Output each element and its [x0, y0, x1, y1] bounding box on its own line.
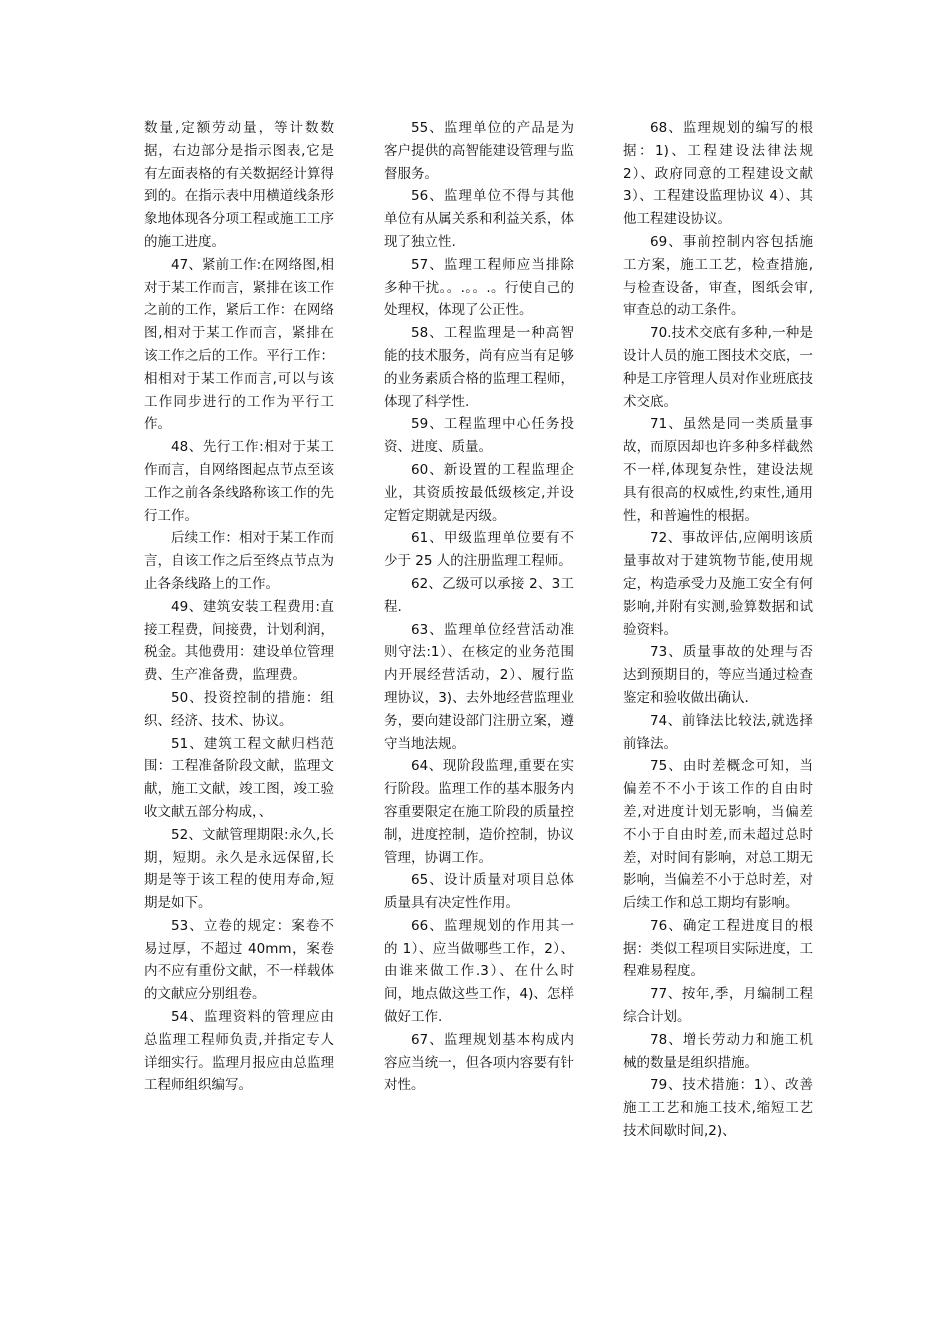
paragraph: 54、监理资料的管理应由总监理工程师负责,并指定专人详细实行。监理月报应由总监理工程师组织编写。 [144, 1009, 334, 1094]
paragraph: 61、甲级监理单位要有不少于 25 人的注册监理工程师。 [384, 530, 574, 570]
paragraph: 60、新设置的工程监理企业，其资质按最低级核定,并设定暂定期就是丙级。 [384, 461, 574, 524]
paragraph: 58、工程监理是一种高智能的技术服务，尚有应当有足够的业务素质合格的监理工程师，体现了科学性. [384, 325, 574, 410]
paragraph: 76、确定工程进度目的根据：类似工程项目实际进度，工程难易程度。 [623, 917, 813, 980]
paragraph: 62、乙级可以承接 2、3工程. [384, 575, 574, 615]
paragraph: 67、监理规划基本构成内容应当统一，但各项内容要有针对性。 [384, 1031, 574, 1094]
paragraph: 66、监理规划的作用其一的 1）、应当做哪些工作，2）、由谁来做工作.3）、在什么时间，地点做这些工作，4)、怎样做好工作. [384, 917, 574, 1026]
paragraph: 69、事前控制内容包括施工方案，施工工艺，检查措施,与检查设备，审查，图纸会审,审查总的动工条件。 [623, 233, 813, 319]
paragraph: 74、前锋法比较法,就选择前锋法。 [623, 712, 813, 752]
paragraph: 75、由时差概念可知，当偏差不不小于该工作的自由时差,对进度计划无影响，当偏差不小于自由时差,而未超过总时差，对时间有影响，对总工期无影响，当偏差不小于总时差，对后续工作和总工期均有影响。 [623, 758, 813, 912]
paragraph: 53、立卷的规定：案卷不易过厚，不超过 40mm，案卷内不应有重份文献，不一样载体的文献应分别组卷。 [144, 917, 334, 1003]
paragraph: 65、设计质量对项目总体质量具有决定性作用。 [384, 872, 574, 912]
paragraph: 55、监理单位的产品是为客户提供的高智能建设管理与监督服务。 [384, 120, 574, 182]
paragraph: 56、监理单位不得与其他单位有从属关系和利益关系，体现了独立性. [384, 188, 574, 250]
paragraph: 后续工作：相对于某工作而言，自该工作之后至终点节点为止各条线路上的工作。 [144, 530, 334, 592]
text-column-2 [384, 117, 574, 1097]
paragraph: 72、事故评估,应阐明该质量事故对于建筑物节能,使用规定，构造承受力及施工安全有何影响,并附有实测,验算数据和试验资料。 [623, 530, 813, 638]
paragraph: 49、建筑安装工程费用:直接工程费，间接费，计划利润，税金。其他费用：建设单位管理费、生产准备费，监理费。 [144, 598, 334, 684]
paragraph: 70.技术交底有多种,一种是设计人员的施工图技术交底，一种是工序管理人员对作业班底技术交底。 [623, 325, 813, 410]
paragraph: 71、虽然是同一类质量事故，而原因却也许多种多样截然不一样,体现复杂性，建设法规具有很高的权威性,约束性,通用性，和普遍性的根据。 [623, 416, 813, 524]
paragraph: 64、现阶段监理,重要在实行阶段。监理工作的基本服务内容重要限定在施工阶段的质量控制，进度控制，造价控制，协议管理，协调工作。 [384, 758, 574, 866]
paragraph: 57、监理工程师应当排除多种干扰。。.。。.。行使自己的处理权，体现了公正性。 [384, 256, 574, 319]
paragraph: 数量,定额劳动量，等计数数据，右边部分是指示图表,它是有左面表格的有关数据经计算得到的。在指示表中用横道线条形象地体现各分项工程或施工工序的施工进度。 [144, 120, 334, 250]
paragraph: 52、文献管理期限:永久,长期，短期。永久是永远保留,长期是等于该工程的使用寿命,短期是如下。 [144, 826, 334, 912]
paragraph: 47、紧前工作:在网络图,相对于某工作而言，紧排在该工作之前的工作，紧后工作：在网络图,相对于某工作而言，紧排在该工作之后的工作。平行工作：相相对于某工作而言,可以与该工作同步进行的工作为平行工作。 [144, 256, 334, 433]
paragraph: 73、质量事故的处理与否达到预期目的，等应当通过检查鉴定和验收做出确认. [623, 644, 813, 706]
paragraph: 79、技术措施：1）、改善施工工艺和施工技术,缩短工艺技术间歇时间,2)、 [623, 1077, 813, 1140]
paragraph: 48、先行工作:相对于某工作而言，自网络图起点节点至该工作之前各条线路称该工作的先行工作。 [144, 439, 334, 524]
paragraph: 77、按年,季，月编制工程综合计划。 [623, 986, 813, 1026]
paragraph: 68、监理规划的编写的根据：1)、工程建设法律法规 2）、政府同意的工程建设文献 3）、工程建设监理协议 4）、其他工程建设协议。 [623, 120, 813, 228]
paragraph: 63、监理单位经营活动准则守法:1）、在核定的业务范围内开展经营活动，2）、履行监理协议，3)、去外地经营监理业务，要向建设部门注册立案，遵守当地法规。 [384, 621, 574, 752]
paragraph: 59、工程监理中心任务投资、进度、质量。 [384, 416, 574, 456]
text-column-1 [144, 117, 334, 1097]
paragraph: 78、增长劳动力和施工机械的数量是组织措施。 [623, 1031, 813, 1071]
paragraph: 50、投资控制的措施：组织、经济、技术、协议。 [144, 689, 334, 729]
paragraph: 51、建筑工程文献归档范围：工程准备阶段文献，监理文献，施工文献，竣工图，竣工验收文献五部分构成，、 [144, 735, 334, 820]
text-column-3 [623, 117, 813, 1143]
